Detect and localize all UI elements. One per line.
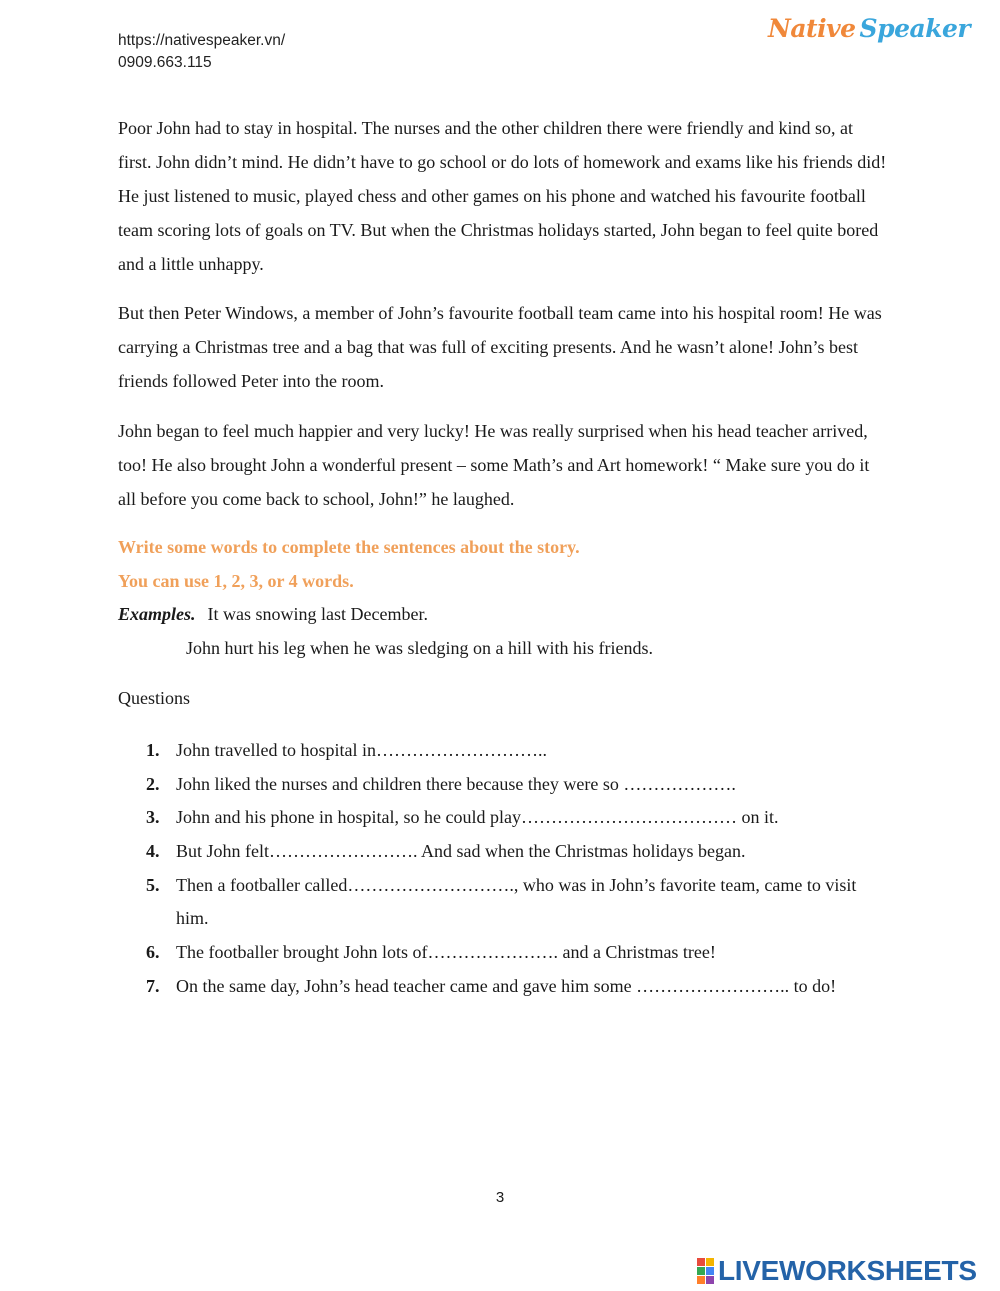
instruction-line-2: You can use 1, 2, 3, or 4 words. [118, 571, 354, 591]
phone-number: 0909.663.115 [118, 54, 212, 71]
examples-label: Examples. [118, 604, 196, 624]
question-number: 4. [146, 841, 160, 861]
liveworksheets-logo [697, 1254, 977, 1288]
question-text[interactable]: John travelled to hospital in……………………….. [176, 740, 547, 760]
logo-tile [706, 1276, 714, 1284]
logo-tile [697, 1267, 705, 1275]
question-text[interactable]: But John felt……………………. And sad when the Christmas holidays began. [176, 841, 746, 861]
liveworksheets-wordmark: LIVEWORKSHEETS [718, 1255, 977, 1286]
question-text[interactable]: Then a footballer called………………………., who was in John’s favorite team, came to visit him. [176, 875, 857, 928]
question-text[interactable]: John and his phone in hospital, so he could play……………………………… on it. [176, 807, 779, 827]
logo-tile [697, 1258, 705, 1266]
question-text[interactable]: John liked the nurses and children there because they were so ………………. [176, 774, 736, 794]
question-number: 7. [146, 976, 160, 996]
story-paragraph-3: John began to feel much happier and very lucky! He was really surprised when his head teacher arrived, too! He also brought John a wonderful present – some Math’s and Art homework! “ Make sure you do it all before you come back to school, John!” he laughed. [118, 421, 870, 509]
logo-word-speaker: Speaker [859, 14, 971, 43]
question-number: 3. [146, 807, 160, 827]
native-speaker-logo [768, 14, 970, 43]
example-text-2: John hurt his leg when he was sledging on a hill with his friends. [186, 638, 653, 658]
example-text-1: It was snowing last December. [207, 604, 428, 624]
page-number: 3 [495, 1189, 505, 1206]
example-line-1 [118, 604, 428, 625]
questions-heading: Questions [118, 688, 190, 708]
logo-tile [706, 1267, 714, 1275]
story-paragraph-1: Poor John had to stay in hospital. The nurses and the other children there were friendly and kind so, at first. John didn’t mind. He didn’t have to go school or do lots of homework and exams like his friends did! He just listened to music, played chess and other games on his phone and watched his favourite football team scoring lots of goals on TV. But when the Christmas holidays started, John began to feel quite bored and a little unhappy. [118, 118, 887, 274]
question-text[interactable]: On the same day, John’s head teacher came and gave him some …………………….. to do! [176, 976, 837, 996]
liveworksheets-tiles-icon [697, 1258, 714, 1284]
site-url: https://nativespeaker.vn/ [118, 32, 286, 49]
header-contact [118, 30, 285, 74]
question-number: 5. [146, 875, 160, 895]
logo-word-native: Native [768, 14, 856, 43]
question-text[interactable]: The footballer brought John lots of…………………. and a Christmas tree! [176, 942, 716, 962]
logo-tile [697, 1276, 705, 1284]
story-paragraph-2: But then Peter Windows, a member of John’s favourite football team came into his hospital room! He was carrying a Christmas tree and a bag that was full of exciting presents. And he wasn’t alone! John’s best friends followed Peter into the room. [118, 303, 882, 391]
question-number: 2. [146, 774, 160, 794]
instruction-line-1: Write some words to complete the sentences about the story. [118, 537, 580, 557]
question-number: 1. [146, 740, 160, 760]
question-number: 6. [146, 942, 160, 962]
logo-tile [706, 1258, 714, 1266]
